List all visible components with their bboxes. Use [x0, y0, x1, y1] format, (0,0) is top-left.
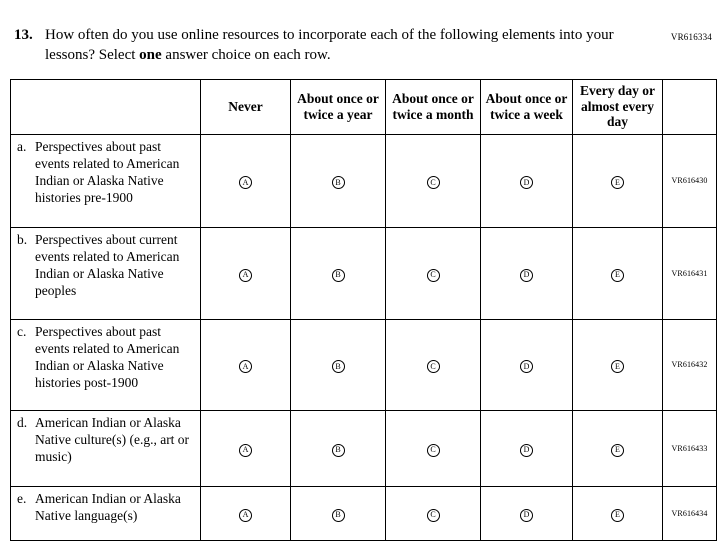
answer-cell: [573, 227, 663, 319]
answer-option-c[interactable]: C: [427, 444, 440, 457]
answer-cell: [291, 486, 386, 540]
answer-cell: [201, 319, 291, 410]
answer-cell: [386, 134, 481, 227]
answer-option-a[interactable]: A: [239, 509, 252, 522]
answer-option-e[interactable]: E: [611, 269, 624, 282]
row-label-cell: [11, 227, 201, 319]
row-label: Perspectives about current events related to American Indian or Alaska Native peoples: [35, 231, 180, 299]
column-header-never: Never: [201, 79, 291, 134]
answer-option-e[interactable]: E: [611, 360, 624, 373]
row-code: VR616430: [663, 134, 717, 227]
answer-option-a[interactable]: A: [239, 176, 252, 189]
answer-option-b[interactable]: B: [332, 176, 345, 189]
answer-option-d[interactable]: D: [520, 176, 533, 189]
answer-option-a[interactable]: A: [239, 269, 252, 282]
question-text-after: answer choice on each row.: [165, 47, 331, 64]
question-text: [45, 25, 645, 66]
answer-cell: [481, 410, 573, 486]
answer-cell: [291, 410, 386, 486]
answer-cell: [201, 486, 291, 540]
question-text-before: How often do you use online resources to incorporate each of the following elements into your lessons? Select: [45, 27, 614, 64]
table-row: [11, 227, 717, 319]
row-label-cell: [11, 134, 201, 227]
answer-option-d[interactable]: D: [520, 360, 533, 373]
answer-cell: [291, 227, 386, 319]
row-letter: d.: [17, 414, 28, 430]
empty-corner-cell: [11, 79, 201, 134]
row-label: Perspectives about past events related to American Indian or Alaska Native histories pre-1900: [35, 138, 180, 206]
column-header-everyday: Every day or almost every day: [573, 79, 663, 134]
empty-code-header-cell: [663, 79, 717, 134]
table-row: [11, 134, 717, 227]
answer-cell: [386, 319, 481, 410]
answer-cell: [386, 227, 481, 319]
questionnaire-page: [0, 25, 727, 559]
question-number: 13.: [14, 27, 33, 43]
table-row: [11, 319, 717, 410]
answer-cell: [201, 227, 291, 319]
row-label-cell: [11, 410, 201, 486]
row-letter: c.: [17, 323, 27, 339]
answer-cell: [573, 134, 663, 227]
answer-option-e[interactable]: E: [611, 509, 624, 522]
answer-option-b[interactable]: B: [332, 269, 345, 282]
column-header-year: About once or twice a year: [291, 79, 386, 134]
answer-cell: [386, 410, 481, 486]
answer-cell: [291, 134, 386, 227]
answer-option-a[interactable]: A: [239, 360, 252, 373]
row-label: Perspectives about past events related to American Indian or Alaska Native histories post-1900: [35, 323, 180, 391]
answer-cell: [573, 410, 663, 486]
answer-cell: [481, 319, 573, 410]
row-code: VR616433: [663, 410, 717, 486]
answer-option-c[interactable]: C: [427, 176, 440, 189]
answer-cell: [573, 486, 663, 540]
answer-option-d[interactable]: D: [520, 444, 533, 457]
answer-option-a[interactable]: A: [239, 444, 252, 457]
row-code: VR616431: [663, 227, 717, 319]
answer-option-c[interactable]: C: [427, 509, 440, 522]
answer-option-b[interactable]: B: [332, 444, 345, 457]
answer-cell: [573, 319, 663, 410]
answer-option-d[interactable]: D: [520, 509, 533, 522]
row-label: American Indian or Alaska Native language(s): [35, 490, 181, 523]
table-row: [11, 486, 717, 540]
answer-cell: [201, 410, 291, 486]
column-header-month: About once or twice a month: [386, 79, 481, 134]
answer-option-e[interactable]: E: [611, 444, 624, 457]
row-label: American Indian or Alaska Native culture(s) (e.g., art or music): [35, 414, 190, 465]
answer-option-c[interactable]: C: [427, 360, 440, 373]
answer-option-b[interactable]: B: [332, 360, 345, 373]
answer-cell: [481, 134, 573, 227]
question-block: [14, 25, 664, 66]
answer-cell: [201, 134, 291, 227]
answer-cell: [481, 486, 573, 540]
answer-option-e[interactable]: E: [611, 176, 624, 189]
answer-option-b[interactable]: B: [332, 509, 345, 522]
answer-option-d[interactable]: D: [520, 269, 533, 282]
answer-cell: [481, 227, 573, 319]
row-code: VR616434: [663, 486, 717, 540]
question-text-bold: one: [139, 47, 162, 64]
table-header-row: [11, 79, 717, 134]
answer-cell: [291, 319, 386, 410]
form-code: VR616334: [670, 32, 712, 42]
row-letter: a.: [17, 138, 27, 154]
table-row: [11, 410, 717, 486]
frequency-table: [10, 79, 717, 541]
row-code: VR616432: [663, 319, 717, 410]
row-letter: e.: [17, 490, 27, 506]
column-header-week: About once or twice a week: [481, 79, 573, 134]
row-label-cell: [11, 319, 201, 410]
row-letter: b.: [17, 231, 28, 247]
row-label-cell: [11, 486, 201, 540]
answer-cell: [386, 486, 481, 540]
answer-option-c[interactable]: C: [427, 269, 440, 282]
